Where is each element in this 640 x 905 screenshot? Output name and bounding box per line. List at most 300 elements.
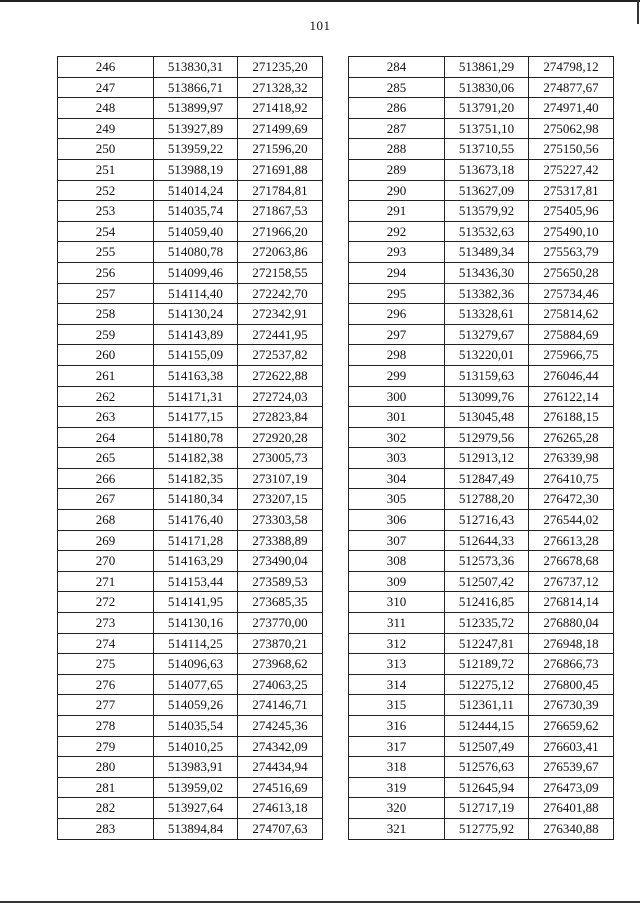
y-coordinate-cell: 275317,81	[529, 180, 614, 201]
point-number-cell: 252	[58, 180, 154, 201]
x-coordinate-cell: 514180,78	[154, 427, 238, 448]
table-row	[58, 571, 323, 592]
y-coordinate-cell: 275966,75	[529, 345, 614, 366]
point-number-cell: 321	[349, 818, 445, 839]
y-coordinate-cell: 276046,44	[529, 365, 614, 386]
table-row	[349, 757, 614, 778]
table-row	[58, 386, 323, 407]
point-number-cell: 281	[58, 777, 154, 798]
x-coordinate-cell: 514096,63	[154, 654, 238, 675]
y-coordinate-cell: 275650,28	[529, 262, 614, 283]
table-row	[349, 57, 614, 78]
table-row	[58, 365, 323, 386]
x-coordinate-cell: 513830,06	[445, 77, 529, 98]
x-coordinate-cell: 513959,02	[154, 777, 238, 798]
x-coordinate-cell: 513983,91	[154, 757, 238, 778]
table-row	[349, 98, 614, 119]
x-coordinate-cell: 513710,55	[445, 139, 529, 160]
y-coordinate-cell: 271691,88	[238, 159, 323, 180]
table-row	[349, 777, 614, 798]
table-row	[58, 592, 323, 613]
x-coordinate-cell: 512576,63	[445, 757, 529, 778]
point-number-cell: 316	[349, 716, 445, 737]
table-row	[349, 180, 614, 201]
table-row	[58, 324, 323, 345]
x-coordinate-cell: 513988,19	[154, 159, 238, 180]
table-row	[349, 77, 614, 98]
y-coordinate-cell: 275563,79	[529, 242, 614, 263]
y-coordinate-cell: 276339,98	[529, 448, 614, 469]
x-coordinate-cell: 513627,09	[445, 180, 529, 201]
scan-border-bottom	[0, 901, 640, 903]
y-coordinate-cell: 275150,56	[529, 139, 614, 160]
point-number-cell: 279	[58, 736, 154, 757]
y-coordinate-cell: 273207,15	[238, 489, 323, 510]
point-number-cell: 299	[349, 365, 445, 386]
table-row	[58, 633, 323, 654]
table-row	[58, 427, 323, 448]
y-coordinate-cell: 273589,53	[238, 571, 323, 592]
point-number-cell: 263	[58, 407, 154, 428]
table-row	[349, 448, 614, 469]
x-coordinate-cell: 513866,71	[154, 77, 238, 98]
y-coordinate-cell: 276730,39	[529, 695, 614, 716]
y-coordinate-cell: 276401,88	[529, 798, 614, 819]
y-coordinate-cell: 272242,70	[238, 283, 323, 304]
table-row	[349, 221, 614, 242]
y-coordinate-cell: 276122,14	[529, 386, 614, 407]
point-number-cell: 314	[349, 674, 445, 695]
point-number-cell: 266	[58, 468, 154, 489]
x-coordinate-cell: 513927,64	[154, 798, 238, 819]
table-row	[349, 201, 614, 222]
y-coordinate-cell: 271596,20	[238, 139, 323, 160]
point-number-cell: 293	[349, 242, 445, 263]
y-coordinate-cell: 274245,36	[238, 716, 323, 737]
table-row	[349, 386, 614, 407]
y-coordinate-cell: 276472,30	[529, 489, 614, 510]
coordinates-table-body-right	[349, 57, 614, 840]
point-number-cell: 250	[58, 139, 154, 160]
y-coordinate-cell: 276613,28	[529, 530, 614, 551]
x-coordinate-cell: 512644,33	[445, 530, 529, 551]
x-coordinate-cell: 513220,01	[445, 345, 529, 366]
y-coordinate-cell: 275734,46	[529, 283, 614, 304]
x-coordinate-cell: 514163,38	[154, 365, 238, 386]
point-number-cell: 249	[58, 118, 154, 139]
table-row	[349, 427, 614, 448]
x-coordinate-cell: 512717,19	[445, 798, 529, 819]
x-coordinate-cell: 513532,63	[445, 221, 529, 242]
point-number-cell: 259	[58, 324, 154, 345]
point-number-cell: 276	[58, 674, 154, 695]
point-number-cell: 295	[349, 283, 445, 304]
point-number-cell: 290	[349, 180, 445, 201]
y-coordinate-cell: 276737,12	[529, 571, 614, 592]
x-coordinate-cell: 513099,76	[445, 386, 529, 407]
x-coordinate-cell: 512335,72	[445, 613, 529, 634]
table-row	[349, 695, 614, 716]
x-coordinate-cell: 514177,15	[154, 407, 238, 428]
table-row	[58, 798, 323, 819]
y-coordinate-cell: 273968,62	[238, 654, 323, 675]
table-row	[58, 674, 323, 695]
table-row	[349, 407, 614, 428]
y-coordinate-cell: 273388,89	[238, 530, 323, 551]
x-coordinate-cell: 512416,85	[445, 592, 529, 613]
table-row	[349, 716, 614, 737]
y-coordinate-cell: 276539,67	[529, 757, 614, 778]
y-coordinate-cell: 273870,21	[238, 633, 323, 654]
y-coordinate-cell: 276659,62	[529, 716, 614, 737]
point-number-cell: 262	[58, 386, 154, 407]
x-coordinate-cell: 512444,15	[445, 716, 529, 737]
table-row	[349, 674, 614, 695]
y-coordinate-cell: 276544,02	[529, 510, 614, 531]
table-row	[349, 345, 614, 366]
table-row	[58, 201, 323, 222]
point-number-cell: 308	[349, 551, 445, 572]
point-number-cell: 264	[58, 427, 154, 448]
y-coordinate-cell: 273685,35	[238, 592, 323, 613]
point-number-cell: 286	[349, 98, 445, 119]
table-row	[58, 757, 323, 778]
y-coordinate-cell: 271784,81	[238, 180, 323, 201]
x-coordinate-cell: 513861,29	[445, 57, 529, 78]
point-number-cell: 282	[58, 798, 154, 819]
y-coordinate-cell: 276340,88	[529, 818, 614, 839]
point-number-cell: 309	[349, 571, 445, 592]
x-coordinate-cell: 513751,10	[445, 118, 529, 139]
y-coordinate-cell: 274434,94	[238, 757, 323, 778]
table-row	[58, 736, 323, 757]
point-number-cell: 277	[58, 695, 154, 716]
x-coordinate-cell: 513894,84	[154, 818, 238, 839]
point-number-cell: 291	[349, 201, 445, 222]
point-number-cell: 296	[349, 304, 445, 325]
x-coordinate-cell: 512247,81	[445, 633, 529, 654]
y-coordinate-cell: 275814,62	[529, 304, 614, 325]
x-coordinate-cell: 514099,46	[154, 262, 238, 283]
y-coordinate-cell: 275062,98	[529, 118, 614, 139]
x-coordinate-cell: 513382,36	[445, 283, 529, 304]
table-row	[58, 98, 323, 119]
table-row	[58, 345, 323, 366]
x-coordinate-cell: 512913,12	[445, 448, 529, 469]
table-row	[349, 633, 614, 654]
point-number-cell: 300	[349, 386, 445, 407]
y-coordinate-cell: 274146,71	[238, 695, 323, 716]
table-row	[349, 818, 614, 839]
x-coordinate-cell: 514130,24	[154, 304, 238, 325]
table-row	[58, 77, 323, 98]
x-coordinate-cell: 513673,18	[445, 159, 529, 180]
point-number-cell: 271	[58, 571, 154, 592]
x-coordinate-cell: 514155,09	[154, 345, 238, 366]
table-row	[58, 407, 323, 428]
point-number-cell: 315	[349, 695, 445, 716]
y-coordinate-cell: 273005,73	[238, 448, 323, 469]
table-row	[58, 139, 323, 160]
y-coordinate-cell: 273107,19	[238, 468, 323, 489]
point-number-cell: 307	[349, 530, 445, 551]
table-row	[349, 468, 614, 489]
y-coordinate-cell: 272622,88	[238, 365, 323, 386]
x-coordinate-cell: 513899,97	[154, 98, 238, 119]
point-number-cell: 258	[58, 304, 154, 325]
y-coordinate-cell: 274613,18	[238, 798, 323, 819]
point-number-cell: 297	[349, 324, 445, 345]
y-coordinate-cell: 272158,55	[238, 262, 323, 283]
table-row	[349, 736, 614, 757]
point-number-cell: 255	[58, 242, 154, 263]
table-row	[58, 242, 323, 263]
y-coordinate-cell: 276800,45	[529, 674, 614, 695]
y-coordinate-cell: 271328,32	[238, 77, 323, 98]
y-coordinate-cell: 272537,82	[238, 345, 323, 366]
coordinates-table-left	[57, 56, 323, 840]
table-row	[58, 530, 323, 551]
x-coordinate-cell: 514182,35	[154, 468, 238, 489]
point-number-cell: 292	[349, 221, 445, 242]
point-number-cell: 253	[58, 201, 154, 222]
table-row	[58, 489, 323, 510]
y-coordinate-cell: 272823,84	[238, 407, 323, 428]
x-coordinate-cell: 513328,61	[445, 304, 529, 325]
x-coordinate-cell: 512573,36	[445, 551, 529, 572]
point-number-cell: 288	[349, 139, 445, 160]
point-number-cell: 270	[58, 551, 154, 572]
table-row	[58, 221, 323, 242]
x-coordinate-cell: 514114,25	[154, 633, 238, 654]
y-coordinate-cell: 274971,40	[529, 98, 614, 119]
table-row	[349, 159, 614, 180]
x-coordinate-cell: 514114,40	[154, 283, 238, 304]
point-number-cell: 317	[349, 736, 445, 757]
y-coordinate-cell: 276473,09	[529, 777, 614, 798]
y-coordinate-cell: 276188,15	[529, 407, 614, 428]
point-number-cell: 251	[58, 159, 154, 180]
point-number-cell: 305	[349, 489, 445, 510]
table-row	[58, 468, 323, 489]
point-number-cell: 280	[58, 757, 154, 778]
table-row	[58, 304, 323, 325]
x-coordinate-cell: 512361,11	[445, 695, 529, 716]
point-number-cell: 248	[58, 98, 154, 119]
y-coordinate-cell: 273490,04	[238, 551, 323, 572]
table-row	[349, 242, 614, 263]
point-number-cell: 320	[349, 798, 445, 819]
point-number-cell: 298	[349, 345, 445, 366]
point-number-cell: 303	[349, 448, 445, 469]
table-row	[58, 262, 323, 283]
y-coordinate-cell: 276603,41	[529, 736, 614, 757]
x-coordinate-cell: 512716,43	[445, 510, 529, 531]
y-coordinate-cell: 271418,92	[238, 98, 323, 119]
table-row	[349, 262, 614, 283]
x-coordinate-cell: 513830,31	[154, 57, 238, 78]
point-number-cell: 313	[349, 654, 445, 675]
y-coordinate-cell: 276948,18	[529, 633, 614, 654]
point-number-cell: 269	[58, 530, 154, 551]
table-row	[58, 57, 323, 78]
table-row	[58, 818, 323, 839]
table-row	[349, 798, 614, 819]
x-coordinate-cell: 513159,63	[445, 365, 529, 386]
y-coordinate-cell: 272342,91	[238, 304, 323, 325]
y-coordinate-cell: 276866,73	[529, 654, 614, 675]
point-number-cell: 311	[349, 613, 445, 634]
page-number: 101	[309, 18, 331, 33]
y-coordinate-cell: 276410,75	[529, 468, 614, 489]
point-number-cell: 260	[58, 345, 154, 366]
table-row	[349, 592, 614, 613]
point-number-cell: 265	[58, 448, 154, 469]
point-number-cell: 289	[349, 159, 445, 180]
x-coordinate-cell: 514080,78	[154, 242, 238, 263]
point-number-cell: 302	[349, 427, 445, 448]
point-number-cell: 275	[58, 654, 154, 675]
y-coordinate-cell: 274798,12	[529, 57, 614, 78]
y-coordinate-cell: 272441,95	[238, 324, 323, 345]
point-number-cell: 312	[349, 633, 445, 654]
x-coordinate-cell: 512507,42	[445, 571, 529, 592]
x-coordinate-cell: 514143,89	[154, 324, 238, 345]
x-coordinate-cell: 512645,94	[445, 777, 529, 798]
y-coordinate-cell: 274707,63	[238, 818, 323, 839]
point-number-cell: 273	[58, 613, 154, 634]
x-coordinate-cell: 513045,48	[445, 407, 529, 428]
x-coordinate-cell: 514130,16	[154, 613, 238, 634]
y-coordinate-cell: 276265,28	[529, 427, 614, 448]
x-coordinate-cell: 514035,74	[154, 201, 238, 222]
y-coordinate-cell: 274342,09	[238, 736, 323, 757]
y-coordinate-cell: 274516,69	[238, 777, 323, 798]
y-coordinate-cell: 275884,69	[529, 324, 614, 345]
y-coordinate-cell: 275227,42	[529, 159, 614, 180]
table-row	[58, 613, 323, 634]
point-number-cell: 254	[58, 221, 154, 242]
x-coordinate-cell: 512788,20	[445, 489, 529, 510]
x-coordinate-cell: 514171,28	[154, 530, 238, 551]
point-number-cell: 257	[58, 283, 154, 304]
point-number-cell: 278	[58, 716, 154, 737]
table-row	[58, 448, 323, 469]
table-row	[349, 304, 614, 325]
x-coordinate-cell: 514176,40	[154, 510, 238, 531]
point-number-cell: 272	[58, 592, 154, 613]
y-coordinate-cell: 276678,68	[529, 551, 614, 572]
x-coordinate-cell: 513927,89	[154, 118, 238, 139]
table-row	[58, 180, 323, 201]
x-coordinate-cell: 512847,49	[445, 468, 529, 489]
table-row	[349, 530, 614, 551]
y-coordinate-cell: 274877,67	[529, 77, 614, 98]
table-row	[349, 118, 614, 139]
y-coordinate-cell: 271499,69	[238, 118, 323, 139]
x-coordinate-cell: 514153,44	[154, 571, 238, 592]
y-coordinate-cell: 271235,20	[238, 57, 323, 78]
x-coordinate-cell: 512189,72	[445, 654, 529, 675]
point-number-cell: 301	[349, 407, 445, 428]
table-row	[58, 283, 323, 304]
x-coordinate-cell: 514163,29	[154, 551, 238, 572]
x-coordinate-cell: 513436,30	[445, 262, 529, 283]
coordinates-table-body-left	[58, 57, 323, 840]
coordinates-table-right	[348, 56, 614, 840]
table-row	[58, 654, 323, 675]
y-coordinate-cell: 274063,25	[238, 674, 323, 695]
point-number-cell: 287	[349, 118, 445, 139]
point-number-cell: 246	[58, 57, 154, 78]
point-number-cell: 267	[58, 489, 154, 510]
x-coordinate-cell: 514171,31	[154, 386, 238, 407]
y-coordinate-cell: 271867,53	[238, 201, 323, 222]
x-coordinate-cell: 513489,34	[445, 242, 529, 263]
y-coordinate-cell: 272920,28	[238, 427, 323, 448]
x-coordinate-cell: 513791,20	[445, 98, 529, 119]
y-coordinate-cell: 276814,14	[529, 592, 614, 613]
x-coordinate-cell: 513279,67	[445, 324, 529, 345]
point-number-cell: 318	[349, 757, 445, 778]
table-row	[349, 551, 614, 572]
point-number-cell: 306	[349, 510, 445, 531]
table-row	[58, 118, 323, 139]
table-row	[349, 324, 614, 345]
table-row	[58, 510, 323, 531]
x-coordinate-cell: 512775,92	[445, 818, 529, 839]
table-row	[58, 551, 323, 572]
x-coordinate-cell: 514014,24	[154, 180, 238, 201]
table-row	[58, 159, 323, 180]
x-coordinate-cell: 514180,34	[154, 489, 238, 510]
table-row	[349, 571, 614, 592]
x-coordinate-cell: 512275,12	[445, 674, 529, 695]
x-coordinate-cell: 514182,38	[154, 448, 238, 469]
x-coordinate-cell: 512507,49	[445, 736, 529, 757]
y-coordinate-cell: 272724,03	[238, 386, 323, 407]
table-row	[349, 365, 614, 386]
table-row	[58, 695, 323, 716]
y-coordinate-cell: 273770,00	[238, 613, 323, 634]
point-number-cell: 310	[349, 592, 445, 613]
point-number-cell: 274	[58, 633, 154, 654]
x-coordinate-cell: 514077,65	[154, 674, 238, 695]
table-row	[58, 777, 323, 798]
table-row	[349, 489, 614, 510]
x-coordinate-cell: 513959,22	[154, 139, 238, 160]
point-number-cell: 319	[349, 777, 445, 798]
y-coordinate-cell: 275405,96	[529, 201, 614, 222]
x-coordinate-cell: 514010,25	[154, 736, 238, 757]
x-coordinate-cell: 513579,92	[445, 201, 529, 222]
point-number-cell: 283	[58, 818, 154, 839]
point-number-cell: 256	[58, 262, 154, 283]
x-coordinate-cell: 512979,56	[445, 427, 529, 448]
y-coordinate-cell: 271966,20	[238, 221, 323, 242]
scan-border-top	[0, 0, 640, 2]
y-coordinate-cell: 273303,58	[238, 510, 323, 531]
point-number-cell: 304	[349, 468, 445, 489]
point-number-cell: 294	[349, 262, 445, 283]
x-coordinate-cell: 514059,40	[154, 221, 238, 242]
table-row	[349, 613, 614, 634]
x-coordinate-cell: 514059,26	[154, 695, 238, 716]
y-coordinate-cell: 275490,10	[529, 221, 614, 242]
y-coordinate-cell: 276880,04	[529, 613, 614, 634]
x-coordinate-cell: 514141,95	[154, 592, 238, 613]
y-coordinate-cell: 272063,86	[238, 242, 323, 263]
